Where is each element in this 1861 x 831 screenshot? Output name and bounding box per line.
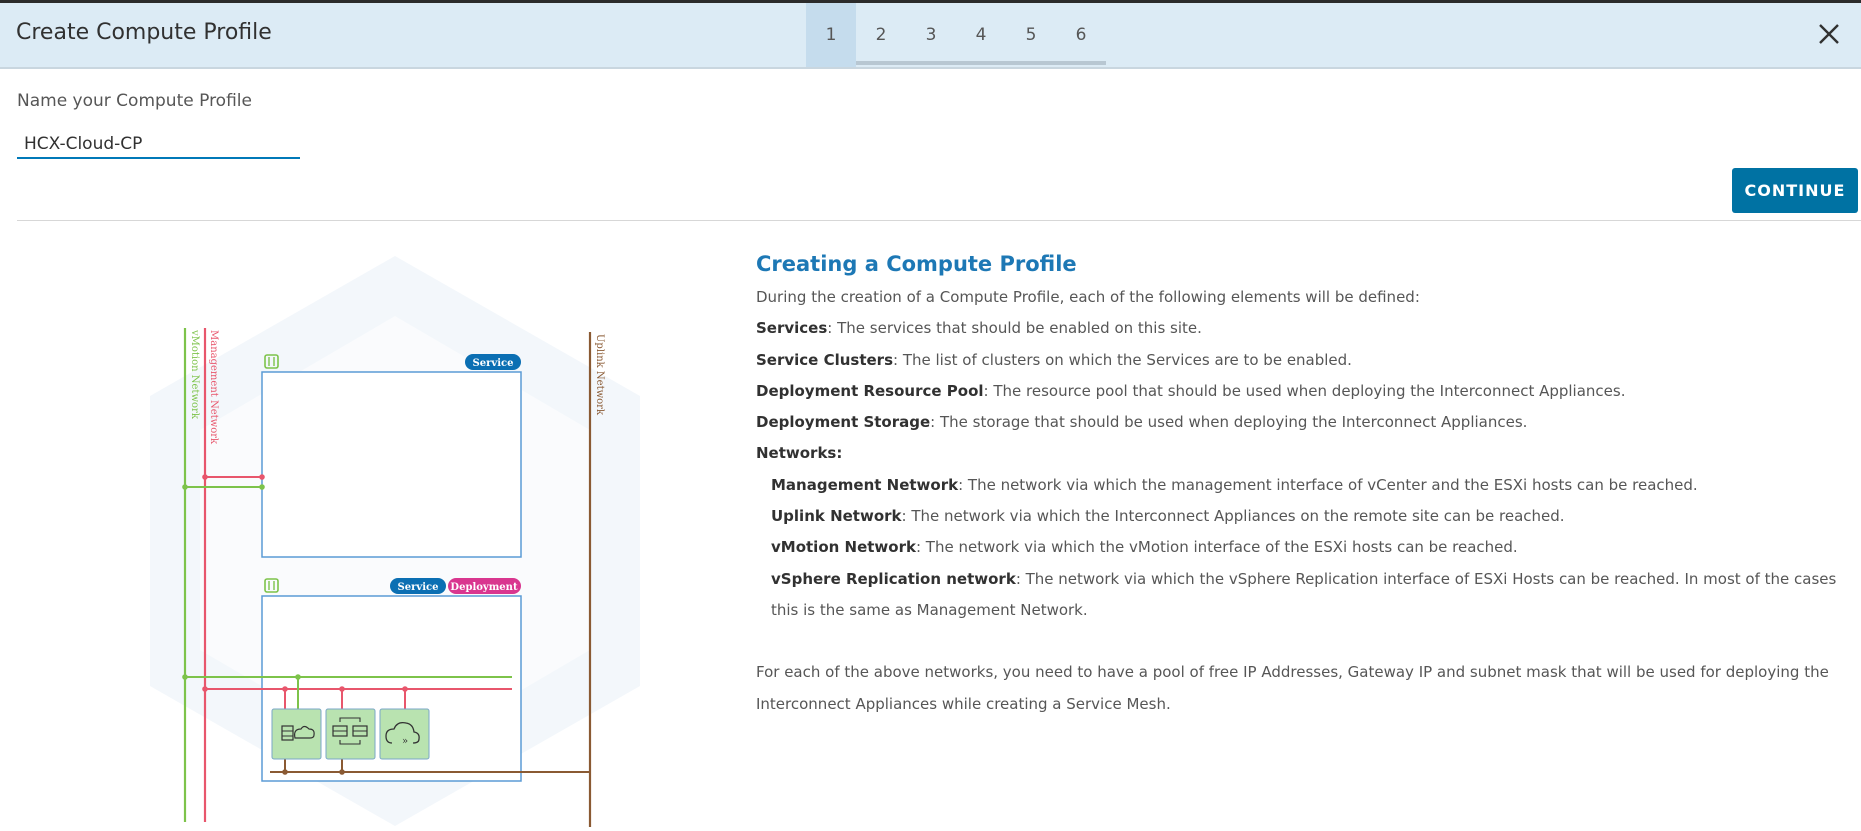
info-desc: : The network via which the management interface of vCenter and the ESXi hosts can be reached. [958, 475, 1698, 494]
mgmt-node [259, 474, 265, 480]
info-heading: Creating a Compute Profile [756, 252, 1077, 276]
section-divider [17, 220, 1861, 221]
network-topology-illustration [130, 250, 650, 827]
svg-text:»: » [401, 736, 409, 747]
step-2[interactable]: 2 [875, 25, 887, 45]
name-field-label: Name your Compute Profile [17, 91, 252, 111]
info-item-deployment-storage [756, 407, 1856, 438]
network-item-vsphere-replication [756, 564, 1861, 627]
step-5[interactable]: 5 [1025, 25, 1037, 45]
info-item-deployment-resource-pool [756, 376, 1856, 407]
interconnect-appliance-icon [272, 709, 321, 759]
info-desc: : The list of clusters on which the Services are to be enabled. [893, 350, 1352, 369]
info-term: Services [756, 319, 828, 338]
vmotion-network-label: vMotion Network [189, 330, 200, 419]
vmotion-node [182, 674, 188, 680]
info-term: Deployment Resource Pool [756, 381, 984, 400]
uplink-network-label: Uplink Network [594, 334, 605, 416]
wizard-title: Create Compute Profile [16, 20, 272, 45]
info-desc: : The network via which the vSphere Replication interface of ESXi Hosts can be reached. In most of the cases this is the same as Management Network. [771, 569, 1837, 619]
info-term: vMotion Network [771, 538, 916, 557]
continue-button[interactable]: CONTINUE [1732, 168, 1858, 213]
info-desc: : The resource pool that should be used when deploying the Interconnect Appliances. [983, 381, 1626, 400]
info-term: Service Clusters [756, 350, 894, 369]
mgmt-node [202, 474, 208, 480]
network-item-uplink [756, 501, 1856, 532]
step-progress-active [806, 61, 856, 65]
wizard-header [0, 3, 1861, 69]
profile-name-input[interactable] [17, 131, 300, 159]
step-4[interactable]: 4 [975, 25, 987, 45]
info-desc: : The network via which the vMotion interface of the ESXi hosts can be reached. [915, 538, 1518, 557]
info-intro: During the creation of a Compute Profile, each of the following elements will be defined: [756, 288, 1420, 306]
deployment-badge-label: Deployment [450, 582, 518, 593]
service-badge-label: Service [397, 582, 439, 593]
info-term: Management Network [771, 475, 959, 494]
info-desc: : The network via which the Interconnect Appliances on the remote site can be reached. [901, 507, 1565, 526]
info-term: vSphere Replication network [771, 569, 1016, 588]
mgmt-node [282, 686, 288, 692]
mgmt-node [402, 686, 408, 692]
vmotion-node [259, 484, 265, 490]
service-cluster-box [262, 372, 521, 557]
info-panel [756, 252, 1856, 720]
management-network-label: Management Network [208, 330, 219, 445]
info-term: Uplink Network [771, 507, 902, 526]
info-term: Deployment Storage [756, 413, 931, 432]
info-desc: : The storage that should be used when deploying the Interconnect Appliances. [930, 413, 1528, 432]
service-badge-label: Service [472, 358, 514, 369]
networks-heading [756, 438, 1856, 469]
network-item-management [756, 470, 1856, 501]
step-3[interactable]: 3 [925, 25, 937, 45]
info-item-services [756, 313, 1856, 344]
uplink-node [339, 769, 345, 775]
wan-optimization-appliance-icon [326, 709, 375, 759]
info-footer: For each of the above networks, you need to have a pool of free IP Addresses, Gateway IP and subnet mask that will be used for deploying the Interconnect Appliances while creating a Service Mesh. [756, 663, 1829, 713]
mgmt-node [339, 686, 345, 692]
step-6[interactable]: 6 [1075, 25, 1087, 45]
mgmt-node [202, 686, 208, 692]
vmotion-node [182, 484, 188, 490]
networks-label: Networks: [756, 444, 843, 463]
info-item-service-clusters [756, 345, 1856, 376]
vmotion-node [295, 674, 301, 680]
paragraph-gap [756, 626, 1856, 657]
step-navigator [806, 3, 1106, 67]
compute-profile-diagram [130, 250, 650, 827]
step-1[interactable]: 1 [806, 3, 856, 67]
close-button[interactable] [1811, 16, 1847, 52]
network-extension-appliance-icon [380, 709, 429, 759]
uplink-node [282, 769, 288, 775]
network-item-vmotion [756, 532, 1856, 563]
info-desc: : The services that should be enabled on this site. [827, 319, 1202, 338]
close-icon [1811, 16, 1847, 52]
